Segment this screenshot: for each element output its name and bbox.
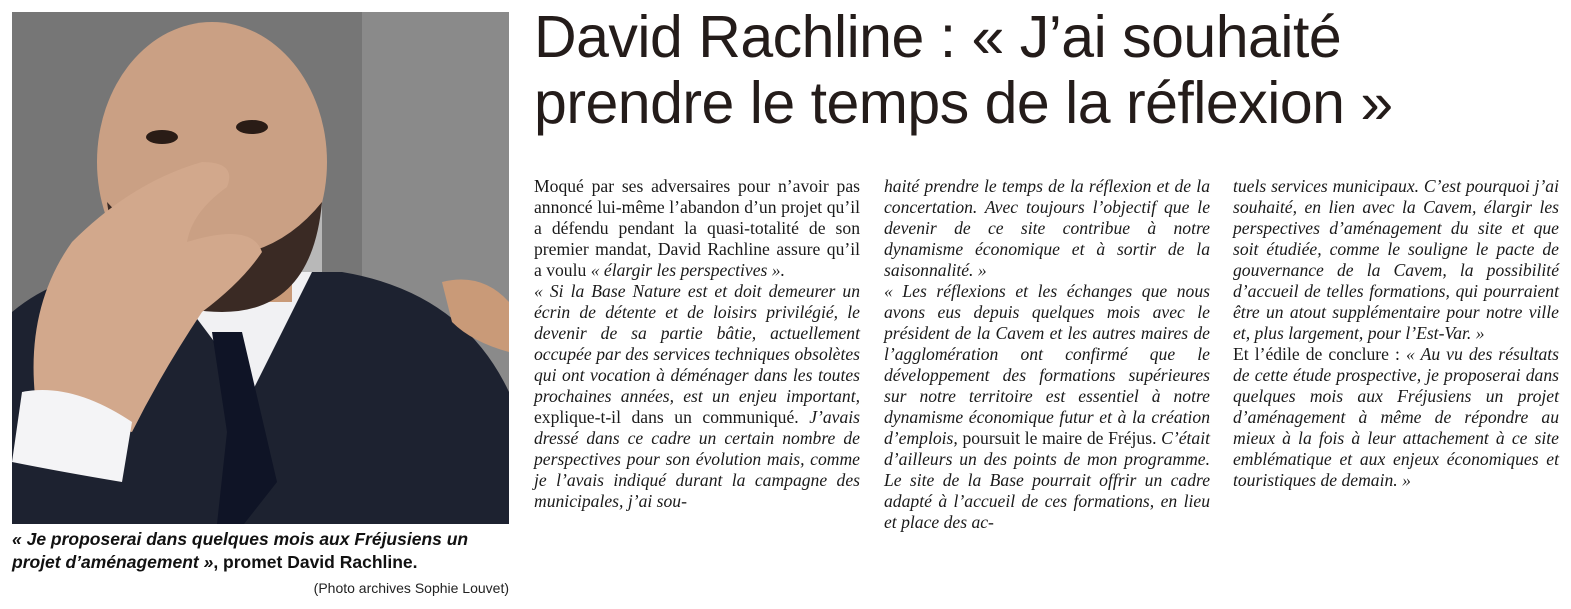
article-photo	[12, 12, 509, 524]
paragraph	[1233, 176, 1559, 344]
article-column-3	[1233, 176, 1559, 491]
photo-credit: (Photo archives Sophie Louvet)	[313, 580, 509, 596]
article-column-1	[534, 176, 860, 512]
quote-text: « élargir les perspectives ».	[590, 260, 785, 280]
quote-text: haité prendre le temps de la réflexion et de la concertation. Avec toujours l’objectif que le devenir de ce site contribue à notre dynamisme économique et à sortir de la saisonnalité. »	[884, 176, 1210, 280]
quote-text: J’avais dressé dans ce cadre un certain nombre de perspectives pour son évolution mais, comme je l’avais indiqué durant la campagne des municipales, j’ai sou-	[534, 407, 860, 511]
headline	[534, 4, 1564, 136]
photo-caption	[12, 528, 512, 574]
body-text: Moqué par ses adversaires pour n’avoir pas annoncé lui-même l’abandon d’un projet qu’il a défendu pendant la quasi-totalité de son premier mandat, David Rachline assure qu’il a voulu	[534, 176, 860, 280]
body-text: poursuit le maire de Fréjus.	[957, 428, 1162, 448]
headline-line-2: prendre le temps de la réflexion »	[534, 70, 1393, 136]
body-text: explique-t-il dans un communiqué.	[534, 407, 810, 427]
headline-line-1: David Rachline : « J’ai souhaité	[534, 4, 1342, 70]
paragraph	[534, 176, 860, 281]
portrait-illustration	[12, 12, 509, 524]
paragraph	[884, 281, 1210, 533]
article-column-2	[884, 176, 1210, 533]
caption-quote: « Je proposerai dans quelques mois aux Fréjusiens un projet d’aménagement »	[12, 529, 469, 572]
quote-text: tuels services municipaux. C’est pourquoi j’ai souhaité, en lien avec la Cavem, élargir les perspectives d’aménagement du site et que soit étudiée, comme le souligne le pacte de gouvernance de la Cavem, la possibilité d’accueil de telles formations, qui pourraient être un atout supplémentaire pour notre ville et, plus largement, pour l’Est-Var. »	[1233, 176, 1559, 343]
paragraph	[534, 281, 860, 512]
quote-text: « Au vu des résultats de cette étude prospective, je proposerai dans quelques mois aux Fréjusiens un projet d’aménagement à même de répondre au mieux à la fois à leur attachement à ce site emblématique et aux enjeux économiques et touristiques de demain. »	[1233, 344, 1559, 490]
quote-text: « Si la Base Nature est et doit demeurer un écrin de détente et de loisirs privilégié, le devenir de sa partie bâtie, actuellement occupée par des services techniques obsolètes qui ont vocation à déménager dans les toutes prochaines années, est un enjeu important,	[534, 281, 860, 406]
caption-attribution: , promet David Rachline.	[213, 552, 418, 572]
body-text: Et l’édile de conclure :	[1233, 344, 1407, 364]
paragraph	[1233, 344, 1559, 491]
paragraph	[884, 176, 1210, 281]
quote-text: « Les réflexions et les échanges que nous avons eus depuis quelques mois avec le président de la Cavem et les autres maires de l’agglomération ont confirmé que le développement des formations supérieures sur notre territoire est essentiel à notre dynamisme économique futur et à la création d’emplois,	[884, 281, 1210, 448]
quote-text: C’était d’ailleurs un des points de mon programme. Le site de la Base pourrait offrir un cadre adapté à l’accueil de ces formations, en lieu et place des ac-	[884, 428, 1210, 532]
